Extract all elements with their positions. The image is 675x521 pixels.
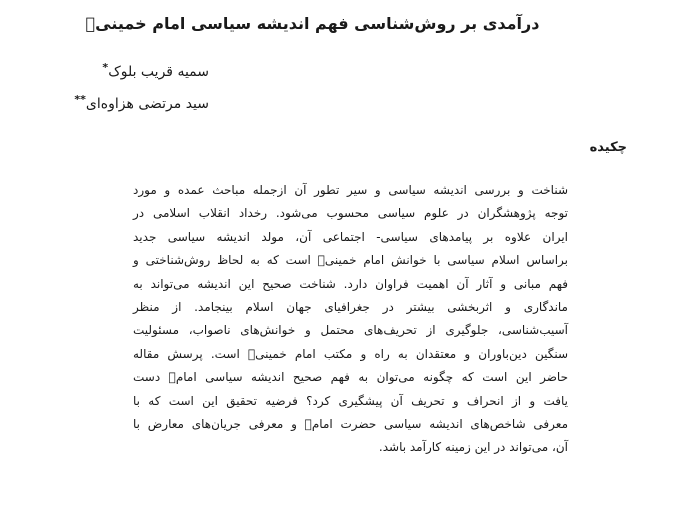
author-1 [29,54,209,86]
abstract-line-5: فهم مبانی و آثار آن اهمیت فراوان دارد. شناخت صحیح این اندیشه می‌تواند به [133,276,568,291]
abstract-line-3: ایران علاوه بر پیامدهای سیاسی- اجتماعی آن، مولد اندیشه سیاسی جدید [133,229,568,244]
abstract-line-2: توجه پژوهشگران در علوم سیاسی محسوب می‌شود. رخداد انقلاب اسلامی در [133,206,568,221]
abstract-heading: چکیده [589,140,627,155]
paper-title: درآمدی بر روش‌شناسی فهم اندیشه سیاسی امام خمینیؒ [85,14,540,33]
author-2 [29,86,209,118]
author-1-footnote-marker: * [102,61,109,74]
abstract-line-6: ماندگاری و اثربخشی بیشتر در جغرافیای جهان اسلام بینجامد. از منظر [133,299,568,314]
abstract-line-4: براساس اسلام سیاسی با خوانش امام خمینیؒ است که به لحاظ روش‌شناختی و [133,253,568,268]
author-2-footnote-marker: ** [74,93,86,106]
author-1-name: سمیه قریب بلوک [108,64,209,80]
abstract-body [133,179,568,460]
abstract-line-11: معرفی شاخص‌های اندیشه سیاسی حضرت امامؒ و معرفی جریان‌های معارض با [133,416,568,431]
author-list [29,54,209,118]
abstract-line-7: آسیب‌شناسی، جلوگیری از تحریف‌های محتمل و خوانش‌های ناصواب، مسئولیت [133,323,568,338]
abstract-line-10: یافت و از انحراف و تحریف آن پیشگیری کرد؟ فرضیه تحقیق این است که با [133,393,568,408]
abstract-line-8: سنگین دین‌باوران و معتقدان به راه و مکتب امام خمینیؒ است. پرسش مقاله [133,346,568,361]
abstract-line-12: آن، می‌تواند در این زمینه کارآمد باشد. [378,440,568,455]
abstract-line-1: شناخت و بررسی اندیشه سیاسی و سیر تطور آن ازجمله مباحث عمده و مورد [133,183,568,197]
author-2-name: سید مرتضی هزاوه‌ای [85,96,209,112]
abstract-line-9: حاضر این است که چگونه می‌توان به فهم صحیح اندیشه سیاسی امامؒ دست [133,370,568,385]
